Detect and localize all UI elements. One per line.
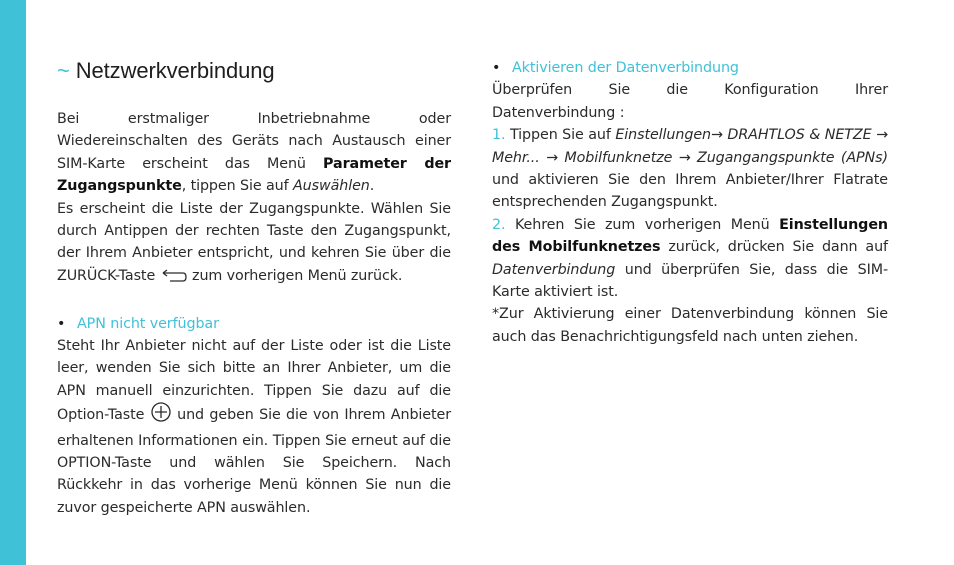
text-run: zum vorherigen Menü zurück. (187, 267, 403, 284)
action-select: Auswählen (293, 178, 370, 195)
paragraph-intro: Überprüfen Sie die Konfiguration Ihrer Datenverbindung : (492, 82, 888, 121)
paragraph-apn-manual (57, 335, 451, 519)
paragraph-first-use (57, 108, 451, 198)
plus-circle-icon (150, 402, 172, 429)
arrow-right-icon: → (546, 149, 558, 166)
step-number: 1. (492, 127, 506, 144)
text-run: Bei erstmaliger Inbetriebnahme oder Wiedereinschalten des Geräts nach Austausch einer SIM-Karte erscheint das Menü (57, 111, 451, 172)
arrow-right-icon: → (710, 127, 723, 144)
menu-path-settings: Einstellungen (615, 127, 711, 144)
bullet-dot: • (57, 315, 66, 332)
spacer (57, 290, 451, 312)
arrow-right-icon: → (876, 127, 888, 144)
bullet-dot: • (492, 60, 501, 76)
text-run: Steht Ihr Anbieter nicht auf der Liste oder ist die Liste leer, wenden Sie sich bitte an Ihrer Anbieter, um die APN manuell einzurichten. Tippen Sie dazu auf die Option-Taste (57, 338, 451, 424)
paragraph-note: *Zur Aktivierung einer Datenverbindung können Sie auch das Benachrichtigungsfeld nach unten ziehen. (492, 306, 888, 345)
text-run: zurück, drücken Sie dann auf (660, 239, 888, 256)
menu-path-wireless: DRAHTLOS & NETZE (722, 127, 872, 144)
text-run: und geben Sie die von Ihrem Anbieter erhaltenen Informationen ein. Tippen Sie erneut auf die OPTION-Taste und wählen Sie Speichern. Nach Rückkehr in das vorherige Menü können Sie nun die zuvor gespeicherte APN auswählen. (57, 407, 451, 516)
bullet-apn-unavailable (57, 313, 451, 335)
step-number: 2. (492, 216, 506, 233)
text-run: . (369, 178, 375, 195)
step-1 (492, 124, 888, 214)
title-tilde: ~ (57, 58, 70, 83)
menu-path-data-connection: Datenverbindung (492, 261, 616, 278)
text-run: und überprüfen Sie, dass die SIM-Karte aktiviert ist. (492, 261, 888, 301)
menu-path-more: Mehr... (492, 149, 540, 166)
menu-name-mobile-settings: Einstellungen des Mobilfunknetzes (492, 216, 888, 256)
arrow-right-icon: → (678, 149, 691, 166)
back-arrow-icon (160, 268, 188, 290)
section-title (57, 56, 451, 86)
text-run: Kehren Sie zum vorherigen Menü (505, 216, 780, 233)
text-run: , tippen Sie auf (181, 178, 293, 195)
bullet-activate-data (492, 57, 888, 79)
menu-path-mobile-networks: Mobilfunknetze (558, 149, 673, 166)
text-run: Es erscheint die Liste der Zugangspunkte. Wählen Sie durch Antippen der rechten Taste den Zugangspunkt, der Ihrem Anbieter entspricht, und kehren Sie über die ZURÜCK-Taste (57, 200, 451, 284)
paragraph-apn-list (57, 198, 451, 291)
accent-sidebar (0, 0, 26, 565)
step-2 (492, 214, 888, 304)
right-column (492, 57, 888, 348)
menu-path-apns: Zugangangspunkte (APNs) (690, 149, 888, 166)
bullet-title: APN nicht verfügbar (77, 315, 219, 332)
text-run: Tippen Sie auf (505, 127, 616, 144)
title-text: Netzwerkverbindung (75, 58, 275, 83)
text-run: und aktivieren Sie den Ihrem Anbieter/Ihrer Flatrate entsprechenden Zugangspunkt. (492, 172, 888, 211)
left-column (57, 56, 451, 519)
menu-name-apn-parameters: Parameter der Zugangspunkte (57, 155, 451, 195)
bullet-title: Aktivieren der Datenverbindung (512, 60, 739, 76)
